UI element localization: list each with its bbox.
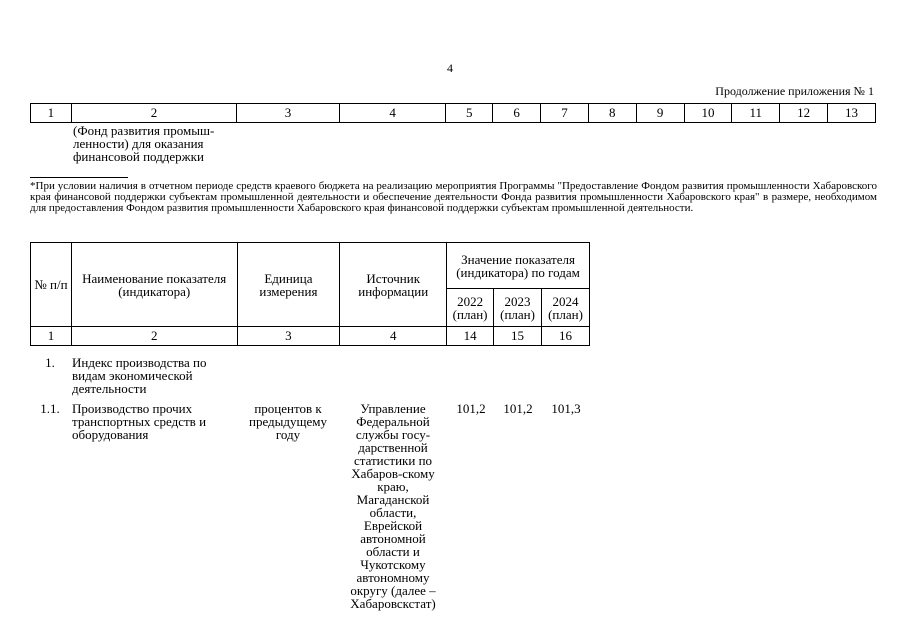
row-name: Индекс производства по видам экономической деятельности [72,355,207,396]
col-number: 2 [71,104,236,123]
header-source: Источник информации [340,243,447,327]
footnote: *При условии наличия в отчетном периоде средств краевого бюджета на реализацию мероприятия Программы "Предоставление Фондом развития промышленности Хабаровского края финансовой поддержки субъектам промышленной деятельности и обеспечение деятельности Фонда развития промышленности Хабаровского края" в размере, необходимом для предоставления Фондом развития промышленности Хабаровского края финансовой поддержки субъектам промышленной деятельности. [30,180,877,214]
col-number: 3 [237,327,340,346]
row-value-2023: 101,2 [503,401,533,416]
col-number: 1 [31,327,72,346]
row-value-2022: 101,2 [456,401,486,416]
row-unit: процентов к предыдущему году [248,401,328,442]
col-number: 11 [732,104,780,123]
col-number: 7 [541,104,589,123]
col-number: 4 [340,327,447,346]
col-number: 13 [828,104,876,123]
continued-cell-text: (Фонд развития промыш-ленности) для оказания финансовой поддержки [73,123,215,164]
header-unit: Единица измерения [237,243,340,327]
col-number: 2 [71,327,237,346]
col-number: 5 [446,104,493,123]
header-year-2024: 2024 (план) [542,289,590,327]
col-number: 4 [339,104,446,123]
header-year-2022: 2022 (план) [447,289,494,327]
row-value-2024: 101,3 [551,401,581,416]
page-number: 4 [447,61,453,75]
col-number: 1 [31,104,72,123]
indicators-table [30,242,590,346]
column-number-header [30,103,876,123]
row-name: Производство прочих транспортных средств и оборудования [72,401,207,442]
col-number: 15 [494,327,542,346]
row-number: 1. [45,355,55,370]
col-number: 9 [636,104,684,123]
row-number: 1.1. [40,401,60,416]
continuation-label: Продолжение приложения № 1 [715,84,874,98]
col-number: 12 [780,104,828,123]
col-number: 10 [684,104,732,123]
col-number: 14 [447,327,494,346]
col-number: 8 [588,104,636,123]
footnote-separator [30,177,128,178]
header-values-group: Значение показателя (индикатора) по годам [447,243,590,289]
col-number: 6 [493,104,541,123]
col-number: 3 [237,104,340,123]
header-year-2023: 2023 (план) [494,289,542,327]
header-name: Наименование показателя (индикатора) [71,243,237,327]
header-num: № п/п [31,243,72,327]
col-number: 16 [542,327,590,346]
row-source: Управление Федеральной службы госу-дарственной статистики по Хабаров-скому краю, Магаданской области, Еврейской автономной области и Чукотскому автономному округу (далее – Хабаровскстат) [350,401,436,611]
